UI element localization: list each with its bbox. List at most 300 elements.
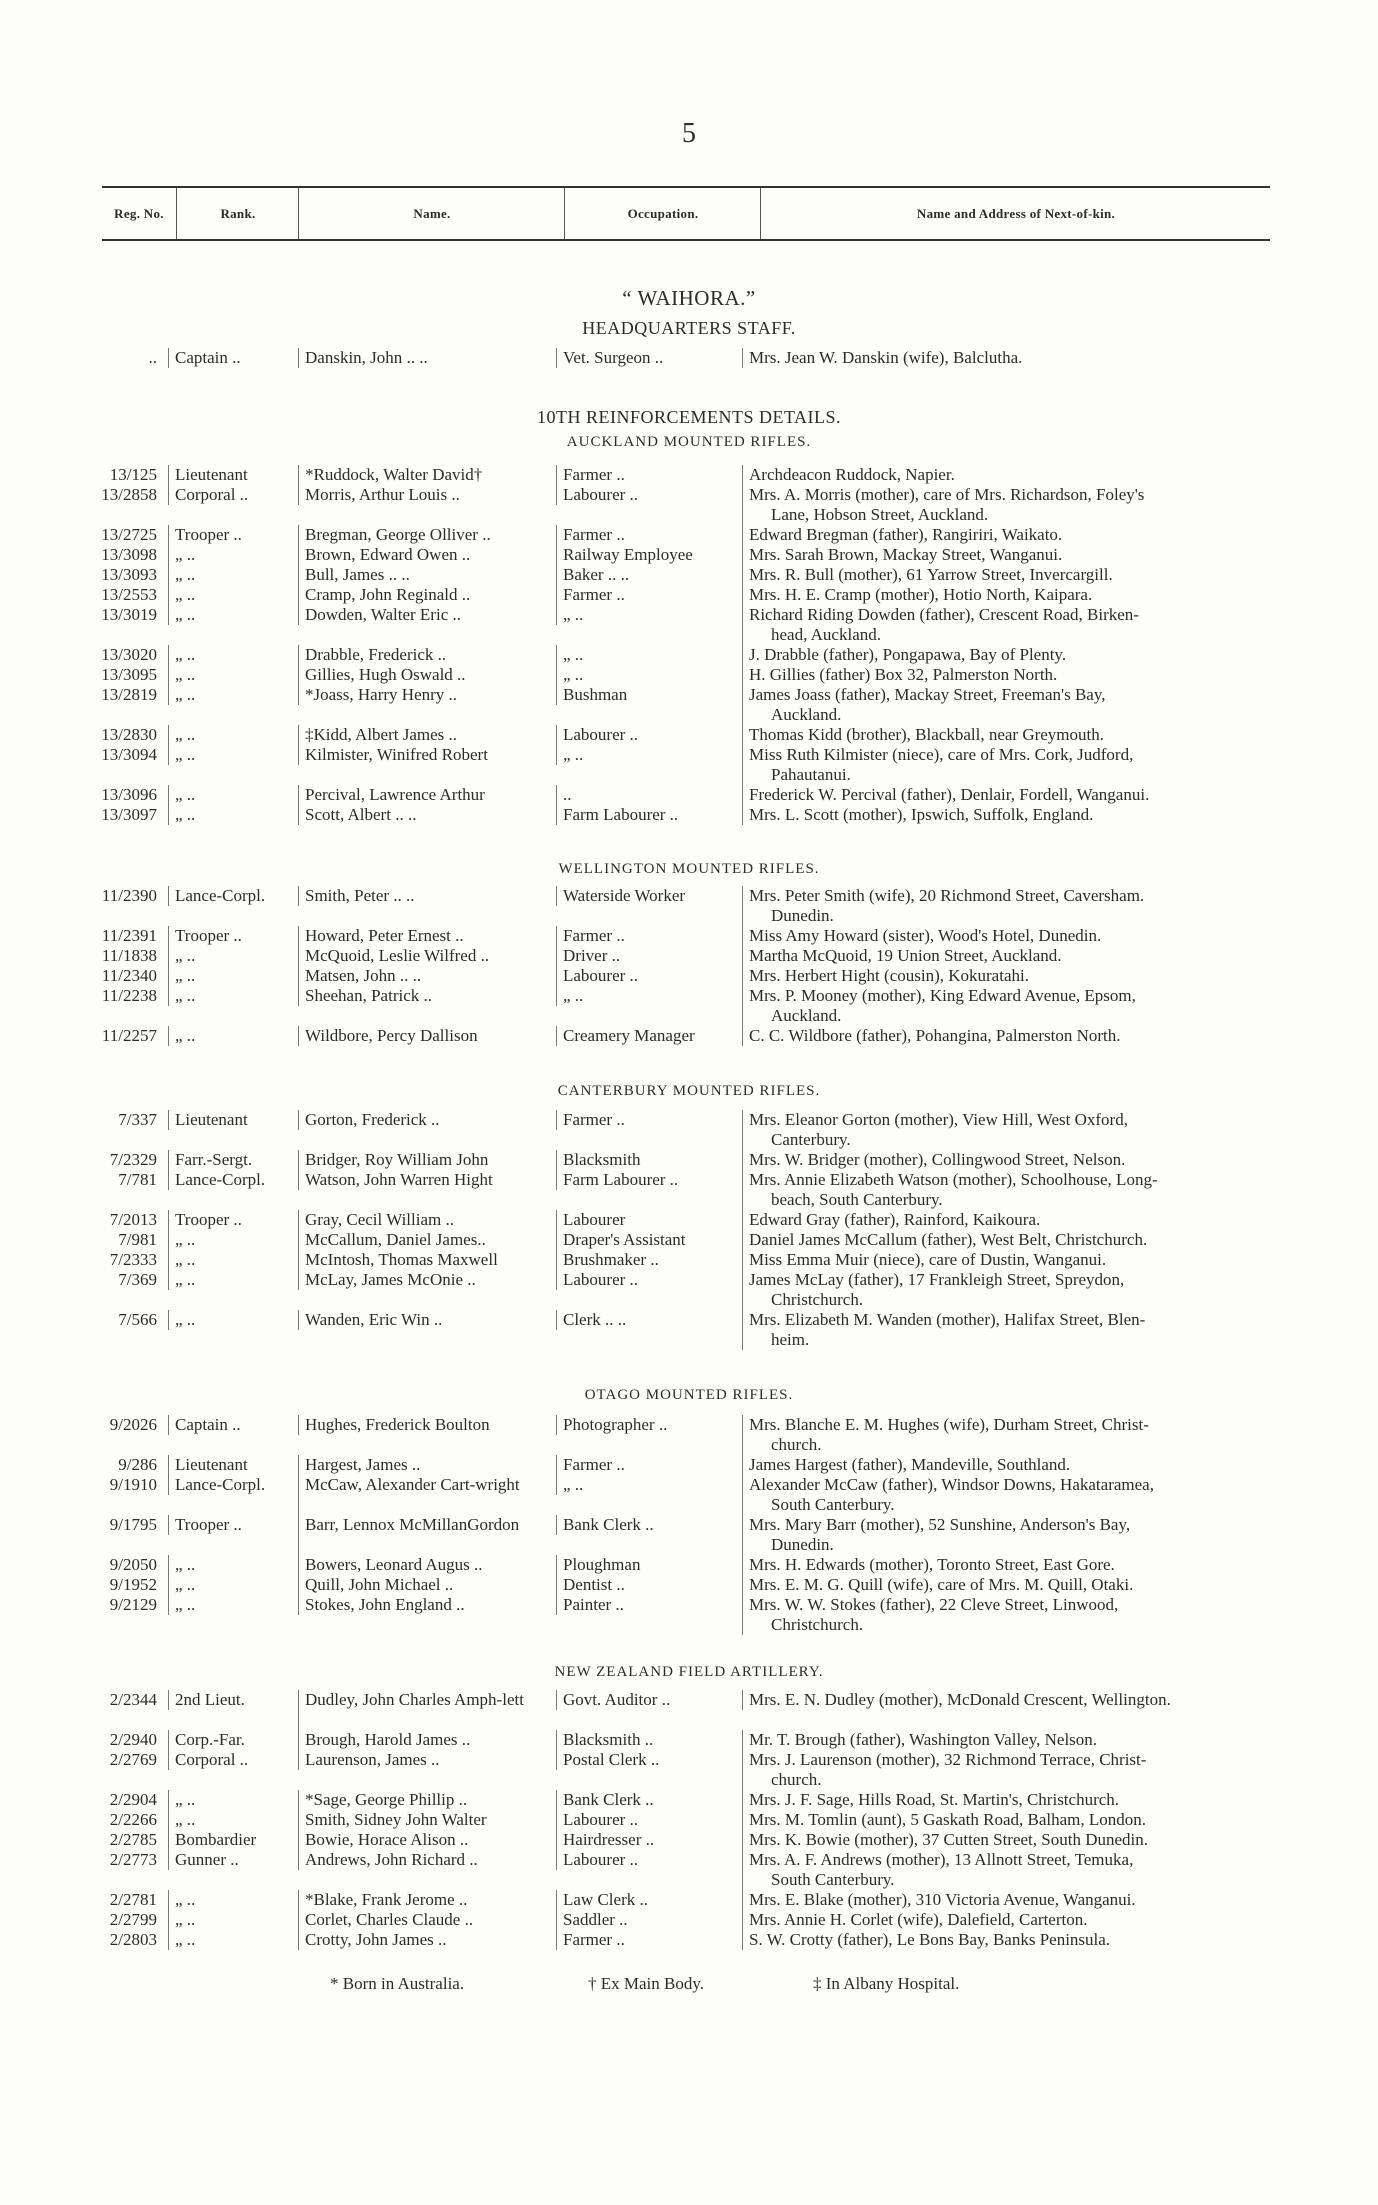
name: [298, 1575, 553, 1595]
rank: [168, 1515, 295, 1535]
occupation: [556, 886, 739, 906]
reg-no-text: 13/3098: [101, 545, 157, 564]
occupation-text: „ ..: [563, 986, 584, 1005]
reg-no-text: 2/2344: [109, 1690, 157, 1709]
rank: [168, 986, 295, 1006]
occupation: [556, 585, 739, 605]
next-of-kin-text: Mrs. Sarah Brown, Mackay Street, Wanganui.: [749, 545, 1063, 564]
next-of-kin-text: Archdeacon Ruddock, Napier.: [749, 465, 955, 484]
reg-no: [80, 1730, 157, 1750]
occupation: [556, 966, 739, 986]
occupation: [556, 1310, 739, 1330]
name-text: Gorton, Frederick ..: [305, 1110, 440, 1129]
next-of-kin-text: Mr. T. Brough (father), Washington Valley, Nelson.: [749, 1730, 1098, 1749]
reg-no-text: 11/2340: [101, 966, 157, 985]
next-of-kin: [742, 525, 1289, 545]
reg-no: [80, 1830, 157, 1850]
next-of-kin-continuation: Dunedin.: [771, 906, 834, 925]
name-text: *Blake, Frank Jerome ..: [305, 1890, 468, 1909]
occupation: [556, 665, 739, 685]
reg-no-text: 13/3020: [101, 645, 157, 664]
next-of-kin-continuation: Auckland.: [771, 705, 842, 724]
name-continuation: Gordon: [467, 1515, 520, 1534]
reg-no-text: 2/2803: [109, 1930, 157, 1949]
rank: [168, 785, 295, 805]
name-text: Watson, John Warren Hight: [305, 1170, 493, 1189]
col-name-header: Name.: [298, 188, 565, 239]
reg-no-text: 9/1952: [109, 1575, 157, 1594]
next-of-kin: [742, 926, 1289, 946]
ship-title: “ WAIHORA.”: [622, 286, 756, 310]
occupation: [556, 525, 739, 545]
next-of-kin-text: James Joass (father), Mackay Street, Freeman's Bay,: [749, 685, 1106, 704]
name: [298, 805, 553, 825]
occupation-text: Photographer ..: [563, 1415, 668, 1434]
reg-no: [80, 1690, 157, 1710]
reg-no-text: ..: [148, 348, 157, 367]
name-text: Hughes, Frederick Boulton: [305, 1415, 490, 1434]
reg-no-text: 11/1838: [101, 946, 157, 965]
next-of-kin: [742, 1170, 1289, 1210]
rank-text: Lieutenant: [175, 1455, 248, 1474]
next-of-kin-text: Mrs. E. N. Dudley (mother), McDonald Crescent, Wellington.: [749, 1690, 1171, 1709]
rank: [168, 1170, 295, 1190]
name: [298, 1415, 553, 1435]
name: [298, 1026, 553, 1046]
rank: [168, 525, 295, 545]
next-of-kin: [742, 886, 1289, 926]
occupation: [556, 348, 739, 368]
next-of-kin-text: Mrs. R. Bull (mother), 61 Yarrow Street, Invercargill.: [749, 565, 1113, 584]
occupation-text: Farmer ..: [563, 525, 625, 544]
next-of-kin: [742, 1230, 1289, 1250]
next-of-kin: [742, 1730, 1289, 1750]
next-of-kin: [742, 785, 1289, 805]
next-of-kin: [742, 1830, 1289, 1850]
occupation: [556, 1210, 739, 1230]
reg-no: [80, 1250, 157, 1270]
reg-no: [80, 1170, 157, 1190]
rank-text: Trooper ..: [175, 1515, 242, 1534]
occupation: [556, 1750, 739, 1770]
next-of-kin-text: Mrs. Herbert Hight (cousin), Kokuratahi.: [749, 966, 1029, 985]
name-text: Brown, Edward Owen ..: [305, 545, 471, 564]
name: [298, 1170, 553, 1190]
name-text: McCaw, Alexander Cart-: [305, 1475, 476, 1494]
next-of-kin-text: Miss Amy Howard (sister), Wood's Hotel, Dunedin.: [749, 926, 1102, 945]
reg-no: [80, 886, 157, 906]
name-text: Drabble, Frederick ..: [305, 645, 447, 664]
occupation: [556, 1515, 739, 1535]
name: [298, 348, 553, 368]
next-of-kin-continuation: Auckland.: [771, 1006, 842, 1025]
reg-no-text: 9/2050: [109, 1555, 157, 1574]
name-text: Howard, Peter Ernest ..: [305, 926, 464, 945]
next-of-kin-text: Mrs. P. Mooney (mother), King Edward Avenue, Epsom,: [749, 986, 1136, 1005]
rank-text: Farr.-Sergt.: [175, 1150, 253, 1169]
occupation-text: Labourer ..: [563, 966, 639, 985]
reg-no: [80, 1750, 157, 1770]
rank: [168, 485, 295, 505]
name: [298, 1810, 553, 1830]
name-text: Stokes, John England ..: [305, 1595, 465, 1614]
occupation-text: Labourer: [563, 1210, 626, 1229]
next-of-kin: [742, 645, 1289, 665]
next-of-kin-text: Mrs. M. Tomlin (aunt), 5 Gaskath Road, Balham, London.: [749, 1810, 1147, 1829]
occupation-text: „ ..: [563, 645, 584, 664]
rank-text: „ ..: [175, 946, 196, 965]
reg-no: [80, 986, 157, 1006]
name-text: Hargest, James ..: [305, 1455, 421, 1474]
next-of-kin: [742, 565, 1289, 585]
name-text: Barr, Lennox McMillan: [305, 1515, 468, 1534]
next-of-kin-text: Mrs. Peter Smith (wife), 20 Richmond Street, Caversham.: [749, 886, 1145, 905]
occupation: [556, 545, 739, 565]
occupation-text: Farm Labourer ..: [563, 1170, 679, 1189]
reg-no-text: 2/2904: [109, 1790, 157, 1809]
reg-no: [80, 966, 157, 986]
rank-text: „ ..: [175, 986, 196, 1005]
reg-no: [80, 1110, 157, 1130]
reg-no-text: 2/2773: [109, 1850, 157, 1869]
name-text: Gillies, Hugh Oswald ..: [305, 665, 466, 684]
name-text: Andrews, John Richard ..: [305, 1850, 478, 1869]
occupation: [556, 1890, 739, 1910]
name: [298, 1930, 553, 1950]
next-of-kin: [742, 725, 1289, 745]
rank-text: „ ..: [175, 1230, 196, 1249]
rank-text: „ ..: [175, 605, 196, 624]
reg-no: [80, 565, 157, 585]
occupation: [556, 645, 739, 665]
rank: [168, 1890, 295, 1910]
rank-text: „ ..: [175, 1250, 196, 1269]
occupation: [556, 1455, 739, 1475]
rank: [168, 1750, 295, 1770]
reg-no-text: 13/3094: [101, 745, 157, 764]
next-of-kin: [742, 1690, 1289, 1710]
next-of-kin: [742, 1595, 1289, 1635]
reg-no: [80, 745, 157, 765]
next-of-kin: [742, 1890, 1289, 1910]
name: [298, 725, 553, 745]
rank-text: Lance-Corpl.: [175, 886, 266, 905]
rank: [168, 545, 295, 565]
name: [298, 485, 553, 505]
rank-text: Lance-Corpl.: [175, 1170, 266, 1189]
next-of-kin-continuation: South Canterbury.: [771, 1870, 895, 1889]
occupation-text: ..: [563, 785, 572, 804]
name: [298, 966, 553, 986]
name-text: Brough, Harold James ..: [305, 1730, 471, 1749]
next-of-kin-text: Richard Riding Dowden (father), Crescent Road, Birken-: [749, 605, 1139, 624]
occupation: [556, 1575, 739, 1595]
occupation: [556, 485, 739, 505]
reg-no: [80, 1210, 157, 1230]
next-of-kin: [742, 1575, 1289, 1595]
name-text: *Joass, Harry Henry ..: [305, 685, 458, 704]
reg-no: [80, 725, 157, 745]
name: [298, 785, 553, 805]
occupation: [556, 565, 739, 585]
rank: [168, 565, 295, 585]
next-of-kin: [742, 605, 1289, 645]
rank: [168, 1910, 295, 1930]
occupation: [556, 605, 739, 625]
name: [298, 645, 553, 665]
next-of-kin: [742, 1790, 1289, 1810]
occupation-text: Draper's Assistant: [563, 1230, 686, 1249]
name-text: Bowie, Horace Alison ..: [305, 1830, 469, 1849]
name-text: Smith, Sidney John Walter: [305, 1810, 487, 1829]
occupation-text: Driver ..: [563, 946, 621, 965]
occupation-text: Creamery Manager: [563, 1026, 695, 1045]
reg-no: [80, 1890, 157, 1910]
footnote-born-australia: * Born in Australia.: [330, 1974, 465, 1993]
name-text: Sheehan, Patrick ..: [305, 986, 432, 1005]
next-of-kin: [742, 986, 1289, 1026]
occupation: [556, 1026, 739, 1046]
name-text: Corlet, Charles Claude ..: [305, 1910, 474, 1929]
occupation-text: Farmer ..: [563, 926, 625, 945]
occupation-text: Bank Clerk ..: [563, 1515, 654, 1534]
occupation: [556, 1830, 739, 1850]
name: [298, 986, 553, 1006]
name: [298, 1850, 553, 1870]
rank-text: „ ..: [175, 1930, 196, 1949]
rank-text: „ ..: [175, 1310, 196, 1329]
reg-no: [80, 1310, 157, 1330]
name: [298, 745, 553, 765]
next-of-kin-text: Mrs. E. M. G. Quill (wife), care of Mrs. M. Quill, Otaki.: [749, 1575, 1134, 1594]
rank: [168, 966, 295, 986]
rank-text: „ ..: [175, 1270, 196, 1289]
name-text: Dowden, Walter Eric ..: [305, 605, 461, 624]
next-of-kin-text: Mrs. Annie Elizabeth Watson (mother), Schoolhouse, Long-: [749, 1170, 1158, 1189]
name: [298, 946, 553, 966]
name: [298, 665, 553, 685]
reg-no-text: 2/2266: [109, 1810, 157, 1829]
rank-text: Lieutenant: [175, 465, 248, 484]
next-of-kin-text: J. Drabble (father), Pongapawa, Bay of Plenty.: [749, 645, 1067, 664]
next-of-kin: [742, 1250, 1289, 1270]
reg-no: [80, 1575, 157, 1595]
rank-text: „ ..: [175, 585, 196, 604]
occupation: [556, 1150, 739, 1170]
occupation-text: Bank Clerk ..: [563, 1790, 654, 1809]
reg-no-text: 7/2329: [109, 1150, 157, 1169]
reg-no-text: 13/3019: [101, 605, 157, 624]
reg-no-text: 9/1795: [109, 1515, 157, 1534]
occupation-text: Labourer ..: [563, 1850, 639, 1869]
reg-no: [80, 785, 157, 805]
reg-no: [80, 1810, 157, 1830]
next-of-kin-text: Alexander McCaw (father), Windsor Downs, Hakataramea,: [749, 1475, 1154, 1494]
name-text: Bowers, Leonard Augus ..: [305, 1555, 483, 1574]
rank: [168, 1575, 295, 1595]
rank: [168, 1150, 295, 1170]
rank: [168, 1026, 295, 1046]
next-of-kin: [742, 545, 1289, 565]
footnote-hospital: ‡ In Albany Hospital.: [813, 1974, 960, 1993]
name: [298, 605, 553, 625]
reg-no-text: 13/3093: [101, 565, 157, 584]
next-of-kin-text: Thomas Kidd (brother), Blackball, near Greymouth.: [749, 725, 1105, 744]
occupation: [556, 745, 739, 765]
name-text: Smith, Peter .. ..: [305, 886, 415, 905]
next-of-kin: [742, 1930, 1289, 1950]
name: [298, 926, 553, 946]
occupation: [556, 685, 739, 705]
reg-no-text: 9/286: [118, 1455, 157, 1474]
rank-text: „ ..: [175, 565, 196, 584]
reg-no: [80, 1026, 157, 1046]
next-of-kin: [742, 1850, 1289, 1890]
reg-no: [80, 525, 157, 545]
name: [298, 1515, 553, 1555]
name-text: McQuoid, Leslie Wilfred ..: [305, 946, 490, 965]
rank-text: Corporal ..: [175, 1750, 249, 1769]
name: [298, 1690, 553, 1730]
rank: [168, 1930, 295, 1950]
occupation-text: Farmer ..: [563, 1455, 625, 1474]
rank: [168, 348, 295, 368]
rank-text: „ ..: [175, 645, 196, 664]
rank: [168, 946, 295, 966]
occupation: [556, 1555, 739, 1575]
rank-text: „ ..: [175, 745, 196, 764]
name-text: Bregman, George Olliver ..: [305, 525, 491, 544]
occupation-text: „ ..: [563, 745, 584, 764]
next-of-kin: [742, 805, 1289, 825]
rank-text: 2nd Lieut.: [175, 1690, 245, 1709]
section-title: WELLINGTON MOUNTED RIFLES.: [558, 861, 820, 877]
rank-text: „ ..: [175, 1890, 196, 1909]
reg-no-text: 13/3095: [101, 665, 157, 684]
name-text: Laurenson, James ..: [305, 1750, 440, 1769]
rank: [168, 1830, 295, 1850]
occupation: [556, 1230, 739, 1250]
name: [298, 1750, 553, 1770]
reg-no: [80, 545, 157, 565]
occupation: [556, 1690, 739, 1710]
next-of-kin: [742, 685, 1289, 725]
next-of-kin-text: Mrs. L. Scott (mother), Ipswich, Suffolk, England.: [749, 805, 1094, 824]
name: [298, 525, 553, 545]
next-of-kin-text: Mrs. E. Blake (mother), 310 Victoria Avenue, Wanganui.: [749, 1890, 1136, 1909]
rank-text: Corp.-Far.: [175, 1730, 245, 1749]
rank: [168, 1415, 295, 1435]
next-of-kin-text: Mrs. H. E. Cramp (mother), Hotio North, Kaipara.: [749, 585, 1093, 604]
rank: [168, 1810, 295, 1830]
next-of-kin: [742, 1910, 1289, 1930]
next-of-kin-continuation: Pahautanui.: [771, 765, 851, 784]
reg-no: [80, 1515, 157, 1535]
occupation-text: „ ..: [563, 605, 584, 624]
name: [298, 1790, 553, 1810]
footnote-main-body: † Ex Main Body.: [588, 1974, 705, 1993]
next-of-kin-text: Mrs. Jean W. Danskin (wife), Balclutha.: [749, 348, 1023, 367]
rank: [168, 1270, 295, 1290]
reg-no-text: 13/125: [109, 465, 157, 484]
rank: [168, 1210, 295, 1230]
reg-no-text: 11/2238: [101, 986, 157, 1005]
col-reg-header: Reg. No.: [114, 206, 164, 221]
name-text: ‡Kidd, Albert James ..: [305, 725, 458, 744]
reg-no: [80, 1930, 157, 1950]
occupation: [556, 926, 739, 946]
name: [298, 585, 553, 605]
occupation: [556, 1810, 739, 1830]
rank: [168, 605, 295, 625]
col-kin-header: Name and Address of Next-of-kin.: [760, 188, 1271, 239]
next-of-kin-text: H. Gillies (father) Box 32, Palmerston North.: [749, 665, 1058, 684]
rank: [168, 886, 295, 906]
rank: [168, 685, 295, 705]
next-of-kin-text: James Hargest (father), Mandeville, Southland.: [749, 1455, 1071, 1474]
next-of-kin-text: Mrs. Blanche E. M. Hughes (wife), Durham Street, Christ-: [749, 1415, 1149, 1434]
occupation-text: Law Clerk ..: [563, 1890, 648, 1909]
page-number: 5: [682, 118, 696, 149]
rank-text: Gunner ..: [175, 1850, 239, 1869]
section-title: NEW ZEALAND FIELD ARTILLERY.: [554, 1664, 824, 1680]
col-occupation-header: Occupation.: [564, 188, 761, 239]
name: [298, 1595, 553, 1615]
rank: [168, 1230, 295, 1250]
rank-text: Corporal ..: [175, 485, 249, 504]
occupation-text: Blacksmith: [563, 1150, 641, 1169]
next-of-kin-text: C. C. Wildbore (father), Pohangina, Palmerston North.: [749, 1026, 1121, 1045]
name: [298, 886, 553, 906]
rank-text: „ ..: [175, 966, 196, 985]
name: [298, 1475, 553, 1515]
rank: [168, 1475, 295, 1495]
next-of-kin-text: Edward Gray (father), Rainford, Kaikoura.: [749, 1210, 1041, 1229]
rank-text: „ ..: [175, 1810, 196, 1829]
next-of-kin-text: Frederick W. Percival (father), Denlair, Fordell, Wanganui.: [749, 785, 1150, 804]
name: [298, 1730, 553, 1750]
reg-no: [80, 1475, 157, 1495]
rank-text: „ ..: [175, 1575, 196, 1594]
occupation-text: Farmer ..: [563, 1930, 625, 1949]
next-of-kin-text: Mrs. K. Bowie (mother), 37 Cutten Street, South Dunedin.: [749, 1830, 1148, 1849]
next-of-kin-continuation: beach, South Canterbury.: [771, 1190, 943, 1209]
rank-text: Bombardier: [175, 1830, 257, 1849]
name: [298, 1210, 553, 1230]
rank: [168, 745, 295, 765]
reg-no: [80, 1555, 157, 1575]
occupation: [556, 1270, 739, 1290]
next-of-kin: [742, 1555, 1289, 1575]
occupation: [556, 1250, 739, 1270]
next-of-kin-text: S. W. Crotty (father), Le Bons Bay, Banks Peninsula.: [749, 1930, 1111, 1949]
next-of-kin-text: Mrs. J. F. Sage, Hills Road, St. Martin's, Christchurch.: [749, 1790, 1120, 1809]
reg-no-text: 13/2725: [101, 525, 157, 544]
reg-no: [80, 348, 157, 368]
occupation: [556, 1790, 739, 1810]
column-header: [102, 186, 1270, 241]
reg-no-text: 13/3096: [101, 785, 157, 804]
rank-text: „ ..: [175, 1026, 196, 1045]
reg-no: [80, 946, 157, 966]
occupation-text: Vet. Surgeon ..: [563, 348, 664, 367]
next-of-kin: [742, 465, 1289, 485]
reg-no: [80, 1415, 157, 1435]
reg-no: [80, 685, 157, 705]
rank: [168, 1250, 295, 1270]
reg-no-text: 2/2785: [109, 1830, 157, 1849]
next-of-kin: [742, 1150, 1289, 1170]
